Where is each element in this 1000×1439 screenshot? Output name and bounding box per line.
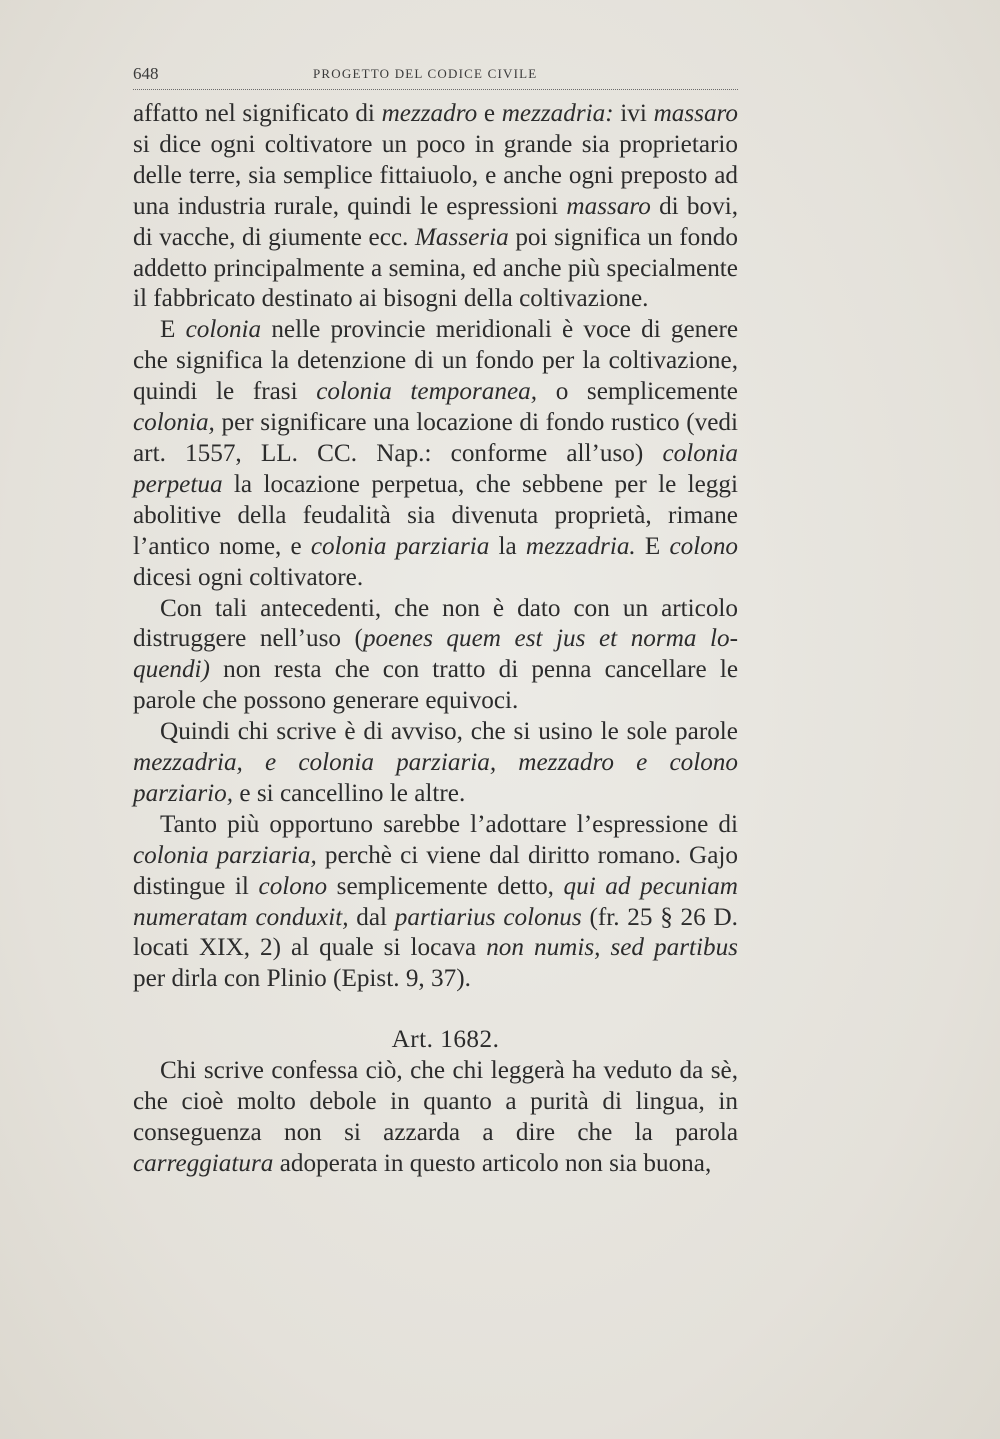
italic-text-run: non numis, sed partibus bbox=[486, 934, 738, 962]
italic-text-run: poenes quem est jus et norma loquendi) bbox=[133, 625, 738, 684]
text-run: la locazione perpetua, che sebbene per le leggi abolitive della feudalità sia divenuta proprietà, rimane l’antico nome, e bbox=[133, 470, 738, 560]
page-header bbox=[133, 64, 738, 86]
paragraph bbox=[133, 594, 738, 718]
text-run: Chi scrive confessa ciò, che chi leggerà ha veduto da sè, che cioè molto debole in quanto a purità di lingua, in conseguenza non si azzarda a dire che la parola bbox=[133, 1057, 738, 1146]
italic-text-run: colonia bbox=[185, 316, 262, 344]
italic-text-run: colono bbox=[258, 872, 328, 900]
body-text bbox=[133, 99, 738, 1180]
italic-text-run: mezzadro bbox=[381, 100, 478, 127]
running-title: PROGETTO DEL CODICE CIVILE bbox=[313, 66, 538, 81]
paragraph bbox=[133, 99, 738, 315]
page-number: 648 bbox=[133, 64, 159, 83]
text-run: perchè ci viene dal diritto romano. Gajo distingue il bbox=[133, 841, 738, 900]
text-run: non resta che con tratto di penna cancellare le parole che possono generare equivoci. bbox=[133, 656, 738, 715]
text-run: (fr. 25 § 26 D. locati XIX, 2) al quale si locava bbox=[133, 903, 738, 962]
italic-text-run: colonia, bbox=[133, 409, 215, 437]
text-run: Con tali antecedenti, che non è dato con un articolo distruggere nell’uso ( bbox=[133, 594, 738, 653]
italic-text-run: mezzadria, e colonia parziaria, mezzadro e colono parziario, bbox=[133, 749, 738, 807]
text-run: o semplicemente bbox=[537, 378, 738, 406]
text-run: di bovi, di vacche, di giumente ecc. bbox=[133, 192, 738, 251]
italic-text-run: massaro bbox=[566, 192, 651, 220]
text-run: poi significa un fondo addetto principalmente a semina, ed anche più specialmente il fabbricato destinato ai bisogni della coltivazione. bbox=[133, 223, 738, 313]
text-run: e bbox=[477, 100, 502, 127]
italic-text-run: carreggiatura bbox=[133, 1149, 274, 1177]
italic-text-run: Masseria bbox=[414, 223, 509, 251]
paragraph bbox=[133, 810, 738, 995]
text-run: e si cancellino le altre. bbox=[233, 779, 466, 807]
text-run: per significare una locazione di fondo rustico (vedi art. 1557, LL. CC. Nap.: conforme all’uso) bbox=[133, 409, 738, 467]
text-run: si dice ogni coltivatore un poco in grande sia proprietario delle terre, sia semplice fittaiuolo, e anche ogni preposto ad una industria rurale, quindi le espressioni bbox=[133, 130, 738, 220]
text-run: affatto nel significato di bbox=[133, 100, 382, 127]
text-run: dicesi ogni coltivatore. bbox=[133, 563, 364, 591]
italic-text-run: qui ad pecuniam numeratam conduxit, bbox=[133, 872, 738, 931]
paragraph bbox=[133, 315, 738, 593]
text-run: nelle provincie meridionali è voce di genere che significa la detenzione di un fondo per la coltivazione, quindi le frasi bbox=[133, 316, 739, 406]
paragraph bbox=[133, 717, 738, 810]
paragraph bbox=[133, 1056, 738, 1180]
article-paragraphs bbox=[133, 1056, 738, 1180]
italic-text-run: colonia temporanea, bbox=[316, 378, 538, 406]
main-paragraphs bbox=[133, 99, 738, 995]
italic-text-run: partiarius colonus bbox=[394, 903, 582, 931]
italic-text-run: colonia parziaria bbox=[310, 532, 490, 560]
italic-text-run: mezzadria. bbox=[525, 532, 636, 560]
text-run: dal bbox=[348, 903, 395, 931]
text-run: Quindi chi scrive è di avviso, che si usino le sole parole bbox=[160, 718, 738, 746]
italic-text-run: colono bbox=[669, 532, 739, 560]
text-run: per dirla con Plinio (Epist. 9, 37). bbox=[133, 965, 471, 993]
text-run: adoperata in questo articolo non sia buona, bbox=[273, 1149, 712, 1177]
italic-text-run: massaro bbox=[653, 100, 739, 127]
italic-text-run: mezzadria: bbox=[501, 100, 614, 127]
text-run: semplicemente detto, bbox=[327, 872, 564, 900]
header-rule bbox=[133, 89, 738, 90]
article-heading: Art. 1682. bbox=[391, 1026, 500, 1054]
text-run: Tanto più opportuno sarebbe l’adottare l’espressione di bbox=[160, 810, 738, 838]
text-run: ivi bbox=[613, 100, 654, 127]
italic-text-run: colonia parziaria, bbox=[133, 841, 317, 869]
italic-text-run: colonia perpetua bbox=[133, 439, 738, 498]
text-run: la bbox=[489, 532, 526, 560]
text-run: E bbox=[160, 316, 186, 344]
text-run: E bbox=[635, 532, 670, 560]
